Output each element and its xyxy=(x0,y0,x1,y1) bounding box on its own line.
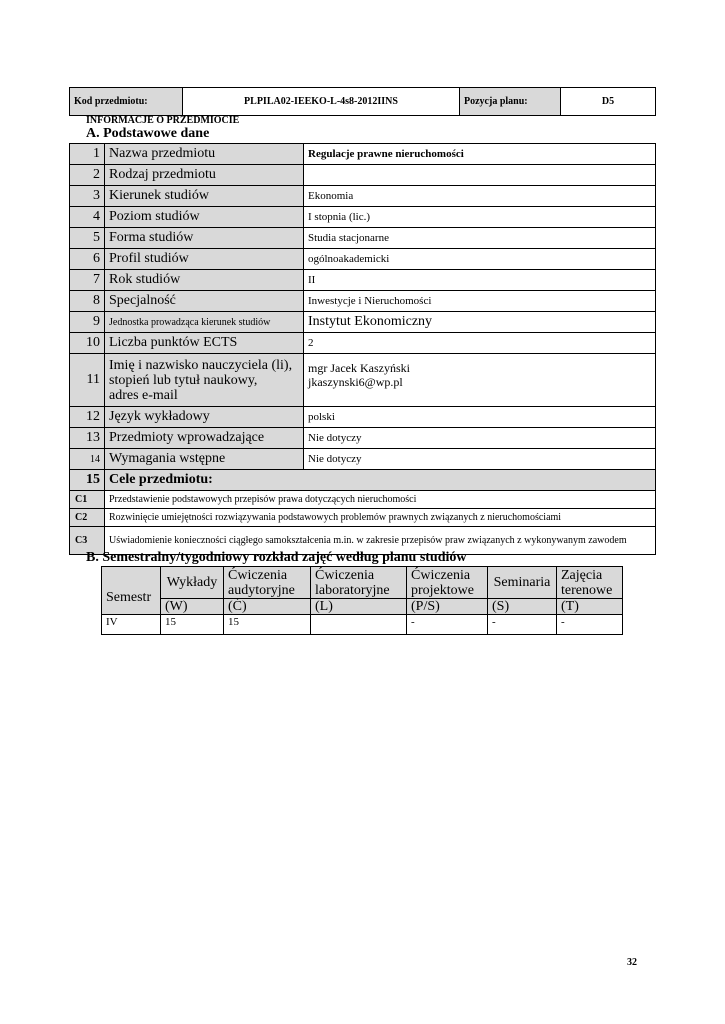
row-label: Profil studiów xyxy=(105,249,304,270)
course-code-value: PLPILA02-IEEKO-L-4s8-2012IINS xyxy=(183,88,460,116)
table-row xyxy=(70,144,656,165)
goal-text: Przedstawienie podstawowych przepisów prawa dotyczących nieruchomości xyxy=(105,491,656,509)
section-a-heading: A. Podstawowe dane xyxy=(86,126,210,141)
col-cw-aud-line: audytoryjne xyxy=(228,582,295,598)
row-value: ogólnoakademicki xyxy=(304,249,656,270)
row-number: 9 xyxy=(70,312,105,333)
row-label: Liczba punktów ECTS xyxy=(105,333,304,354)
row-label: Kierunek studiów xyxy=(105,186,304,207)
cell-cw-aud: 15 xyxy=(224,615,311,635)
row-value: Nie dotyczy xyxy=(304,449,656,470)
table-row xyxy=(70,354,656,407)
goal-code: C3 xyxy=(70,527,105,555)
row-number: 14 xyxy=(70,449,105,470)
code-w: (W) xyxy=(161,599,224,615)
teacher-label-line: adres e-mail xyxy=(109,387,178,403)
table-row xyxy=(70,333,656,354)
cell-wyklady: 15 xyxy=(161,615,224,635)
row-number: 3 xyxy=(70,186,105,207)
col-semestr: Semestr xyxy=(102,567,161,615)
code-l: (L) xyxy=(311,599,407,615)
cell-cw-proj: - xyxy=(407,615,488,635)
schedule-header-row xyxy=(102,567,623,599)
row-label: Forma studiów xyxy=(105,228,304,249)
table-row xyxy=(70,228,656,249)
row-label: Język wykładowy xyxy=(105,407,304,428)
row-number: 1 xyxy=(70,144,105,165)
goal-row xyxy=(70,509,656,527)
row-label xyxy=(105,354,304,407)
row-value: Studia stacjonarne xyxy=(304,228,656,249)
cell-semestr: IV xyxy=(102,615,161,635)
row-number: 11 xyxy=(70,354,105,407)
row-label: Jednostka prowadząca kierunek studiów xyxy=(105,312,304,333)
teacher-email: jkaszynski6@wp.pl xyxy=(308,375,403,389)
cell-zajecia: - xyxy=(557,615,623,635)
schedule-data-row xyxy=(102,615,623,635)
col-cw-aud xyxy=(224,567,311,599)
row-label: Specjalność xyxy=(105,291,304,312)
row-number: 2 xyxy=(70,165,105,186)
row-label: Rok studiów xyxy=(105,270,304,291)
table-row xyxy=(70,449,656,470)
goals-title: Cele przedmiotu: xyxy=(105,470,656,491)
code-c: (Ć) xyxy=(224,599,311,615)
col-zajecia xyxy=(557,567,623,599)
goals-number: 15 xyxy=(70,470,105,491)
col-cw-lab-line: Ćwiczenia xyxy=(315,567,375,583)
goal-code: C1 xyxy=(70,491,105,509)
table-row xyxy=(70,291,656,312)
cell-seminaria: - xyxy=(488,615,557,635)
goal-code: C2 xyxy=(70,509,105,527)
row-number: 4 xyxy=(70,207,105,228)
col-cw-lab-line: laboratoryjne xyxy=(315,582,390,598)
plan-position-value: D5 xyxy=(561,88,656,116)
goals-header-row xyxy=(70,470,656,491)
col-cw-proj-line: Ćwiczenia xyxy=(411,567,471,583)
table-row xyxy=(70,207,656,228)
schedule-table xyxy=(101,566,623,635)
teacher-label-line: Imię i nazwisko nauczyciela (li), xyxy=(109,357,293,373)
row-value: Ekonomia xyxy=(304,186,656,207)
course-code-table xyxy=(69,87,656,116)
row-label: Przedmioty wprowadzające xyxy=(105,428,304,449)
col-seminaria: Seminaria xyxy=(488,567,557,599)
row-value xyxy=(304,354,656,407)
table-row xyxy=(70,407,656,428)
goal-text: Uświadomienie konieczności ciągłego samokształcenia m.in. w zakresie przepisów praw związanych z wykonywanym zawodem xyxy=(105,527,656,555)
row-number: 8 xyxy=(70,291,105,312)
schedule-codes-row xyxy=(102,599,623,615)
row-number: 10 xyxy=(70,333,105,354)
goal-row xyxy=(70,491,656,509)
table-row xyxy=(70,312,656,333)
row-number: 5 xyxy=(70,228,105,249)
table-row xyxy=(70,428,656,449)
section-b-heading: B. Semestralny/tygodniowy rozkład zajęć według planu studiów xyxy=(86,550,467,565)
goal-text: Rozwinięcie umiejętności rozwiązywania podstawowych problemów prawnych związanych z nieruchomościami xyxy=(105,509,656,527)
row-value xyxy=(304,165,656,186)
code-ps: (P/S) xyxy=(407,599,488,615)
row-value: Instytut Ekonomiczny xyxy=(304,312,656,333)
col-cw-proj xyxy=(407,567,488,599)
page-number: 32 xyxy=(627,957,637,968)
row-number: 6 xyxy=(70,249,105,270)
plan-position-label: Pozycja planu: xyxy=(460,88,561,116)
row-number: 12 xyxy=(70,407,105,428)
table-row xyxy=(70,270,656,291)
table-row xyxy=(70,165,656,186)
table-row xyxy=(70,186,656,207)
row-value: Regulacje prawne nieruchomości xyxy=(304,144,656,165)
code-s: (S) xyxy=(488,599,557,615)
row-value: II xyxy=(304,270,656,291)
row-number: 7 xyxy=(70,270,105,291)
course-code-label: Kod przedmiotu: xyxy=(70,88,183,116)
col-cw-proj-line: projektowe xyxy=(411,582,474,598)
teacher-label-line: stopień lub tytuł naukowy, xyxy=(109,372,258,388)
row-value: polski xyxy=(304,407,656,428)
code-t: (T) xyxy=(557,599,623,615)
basic-data-table xyxy=(69,143,656,555)
col-zajecia-line: Zajęcia xyxy=(561,567,603,583)
col-zajecia-line: terenowe xyxy=(561,582,613,598)
info-title: INFORMACJE O PRZEDMIOCIE xyxy=(86,115,240,126)
row-label: Wymagania wstępne xyxy=(105,449,304,470)
table-row xyxy=(70,249,656,270)
row-value: I stopnia (lic.) xyxy=(304,207,656,228)
col-wyklady: Wykłady xyxy=(161,567,224,599)
col-cw-lab xyxy=(311,567,407,599)
row-label: Poziom studiów xyxy=(105,207,304,228)
row-value: Nie dotyczy xyxy=(304,428,656,449)
row-value: Inwestycje i Nieruchomości xyxy=(304,291,656,312)
col-cw-aud-line: Ćwiczenia xyxy=(228,567,288,583)
row-value: 2 xyxy=(304,333,656,354)
teacher-name: mgr Jacek Kaszyński xyxy=(308,361,410,375)
row-label: Nazwa przedmiotu xyxy=(105,144,304,165)
cell-cw-lab xyxy=(311,615,407,635)
row-number: 13 xyxy=(70,428,105,449)
row-label: Rodzaj przedmiotu xyxy=(105,165,304,186)
